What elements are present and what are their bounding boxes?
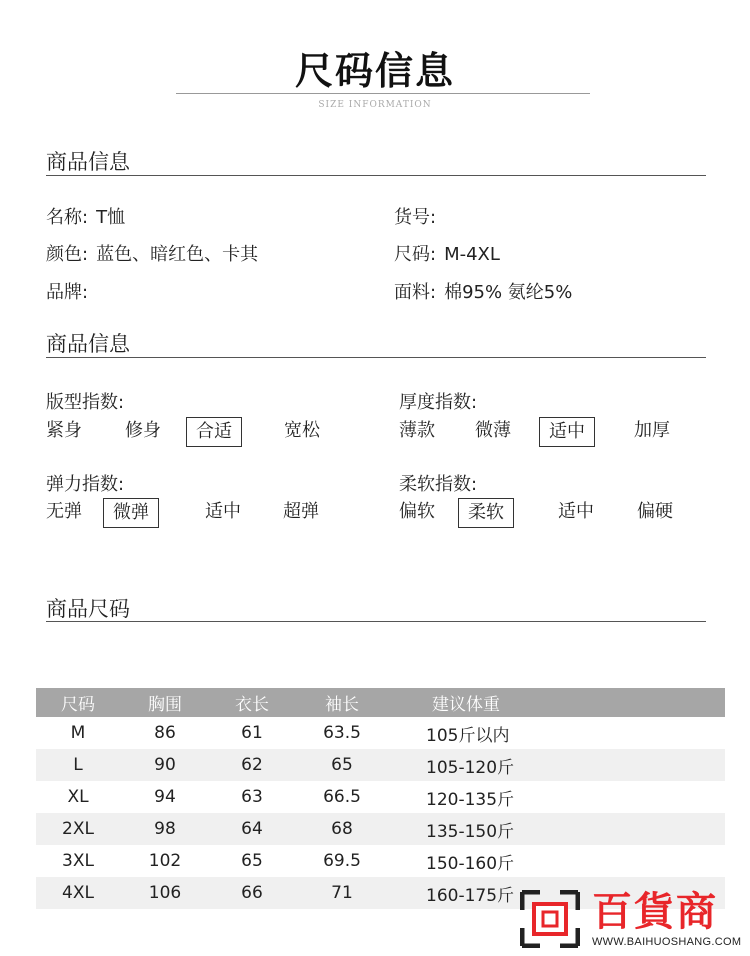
fit-option-selected: 合适 xyxy=(186,417,242,447)
table-cell: 66.5 xyxy=(323,787,361,807)
softness-option: 偏硬 xyxy=(637,501,673,522)
info-brand-label: 品牌 : xyxy=(46,282,88,303)
logo-mark-icon xyxy=(520,890,580,948)
table-cell: 98 xyxy=(154,819,176,839)
table-cell: 105斤以内 xyxy=(426,725,510,746)
logo-name: 百貨商 xyxy=(592,889,718,935)
table-cell: 68 xyxy=(331,819,353,839)
softness-option-selected: 柔软 xyxy=(458,498,514,528)
brand-logo xyxy=(520,886,748,952)
thickness-option: 微薄 xyxy=(475,420,511,441)
fit-option: 修身 xyxy=(125,420,161,441)
info-item-no-label: 货号 : xyxy=(394,207,436,228)
column-header: 胸围 xyxy=(148,695,182,715)
elasticity-index-title: 弹力指数 : xyxy=(46,470,124,496)
table-cell: 86 xyxy=(154,723,176,743)
table-cell: M xyxy=(70,723,86,743)
table-cell: XL xyxy=(67,787,89,807)
size-table xyxy=(36,688,725,909)
info-name xyxy=(46,203,125,229)
table-cell: L xyxy=(73,755,83,775)
table-row xyxy=(36,813,725,845)
section-divider xyxy=(46,357,706,358)
table-cell: 150-160斤 xyxy=(426,853,515,874)
elasticity-option-selected: 微弹 xyxy=(103,498,159,528)
thickness-option: 薄款 xyxy=(399,420,435,441)
column-header: 衣长 xyxy=(235,695,269,715)
table-cell: 65 xyxy=(241,851,263,871)
table-row xyxy=(36,717,725,749)
info-color-label: 颜色 : xyxy=(46,244,88,265)
info-size xyxy=(394,240,500,266)
info-material-label: 面料 : xyxy=(394,282,436,303)
table-cell: 90 xyxy=(154,755,176,775)
size-chart-heading: 商品尺码 xyxy=(46,597,130,621)
info-material-value: 棉95% 氨纶5% xyxy=(444,282,573,303)
page-title: 尺码信息 xyxy=(294,49,455,93)
table-cell: 65 xyxy=(331,755,353,775)
table-header xyxy=(36,688,725,717)
info-color-value: 蓝色、暗红色、卡其 xyxy=(96,244,259,265)
table-cell: 61 xyxy=(241,723,263,743)
table-cell: 160-175斤 xyxy=(426,885,515,906)
page-subtitle: SIZE INFORMATION xyxy=(318,100,432,110)
elasticity-option: 无弹 xyxy=(46,501,82,522)
table-cell: 94 xyxy=(154,787,176,807)
title-divider xyxy=(176,93,590,94)
table-row xyxy=(36,845,725,877)
column-header: 袖长 xyxy=(325,695,359,715)
table-cell: 102 xyxy=(148,851,182,871)
column-header: 尺码 xyxy=(61,695,95,715)
info-size-value: M-4XL xyxy=(444,244,500,265)
logo-url: WWW.BAIHUOSHANG.COM xyxy=(592,936,742,948)
table-cell: 64 xyxy=(241,819,263,839)
table-cell: 66 xyxy=(241,883,263,903)
table-cell: 3XL xyxy=(62,851,94,871)
softness-index-title: 柔软指数 : xyxy=(399,470,477,496)
table-row xyxy=(36,749,725,781)
section-divider xyxy=(46,621,706,622)
table-row xyxy=(36,781,725,813)
info-brand xyxy=(46,278,96,304)
thickness-option-selected: 适中 xyxy=(539,417,595,447)
thickness-option: 加厚 xyxy=(634,420,670,441)
info-size-label: 尺码 : xyxy=(394,244,436,265)
table-cell: 135-150斤 xyxy=(426,821,515,842)
fit-option: 宽松 xyxy=(284,420,320,441)
table-cell: 69.5 xyxy=(323,851,361,871)
softness-option: 适中 xyxy=(558,501,594,522)
table-cell: 120-135斤 xyxy=(426,789,515,810)
info-name-value: T恤 xyxy=(96,207,126,228)
elasticity-option: 适中 xyxy=(205,501,241,522)
info-color xyxy=(46,240,258,266)
table-cell: 2XL xyxy=(62,819,94,839)
column-header: 建议体重 xyxy=(432,695,500,715)
elasticity-option: 超弹 xyxy=(283,501,319,522)
table-cell: 62 xyxy=(241,755,263,775)
info-item-no xyxy=(394,203,444,229)
product-info-heading: 商品信息 xyxy=(46,150,130,174)
table-cell: 106 xyxy=(148,883,182,903)
table-cell: 4XL xyxy=(62,883,94,903)
section-divider xyxy=(46,175,706,176)
fit-index-title: 版型指数 : xyxy=(46,388,124,414)
indices-heading: 商品信息 xyxy=(46,332,130,356)
softness-option: 偏软 xyxy=(399,501,435,522)
table-cell: 63 xyxy=(241,787,263,807)
fit-option: 紧身 xyxy=(46,420,82,441)
thickness-index-title: 厚度指数 : xyxy=(399,388,477,414)
table-cell: 71 xyxy=(331,883,353,903)
info-material xyxy=(394,278,572,304)
table-cell: 105-120斤 xyxy=(426,757,515,778)
info-name-label: 名称 : xyxy=(46,207,88,228)
table-cell: 63.5 xyxy=(323,723,361,743)
